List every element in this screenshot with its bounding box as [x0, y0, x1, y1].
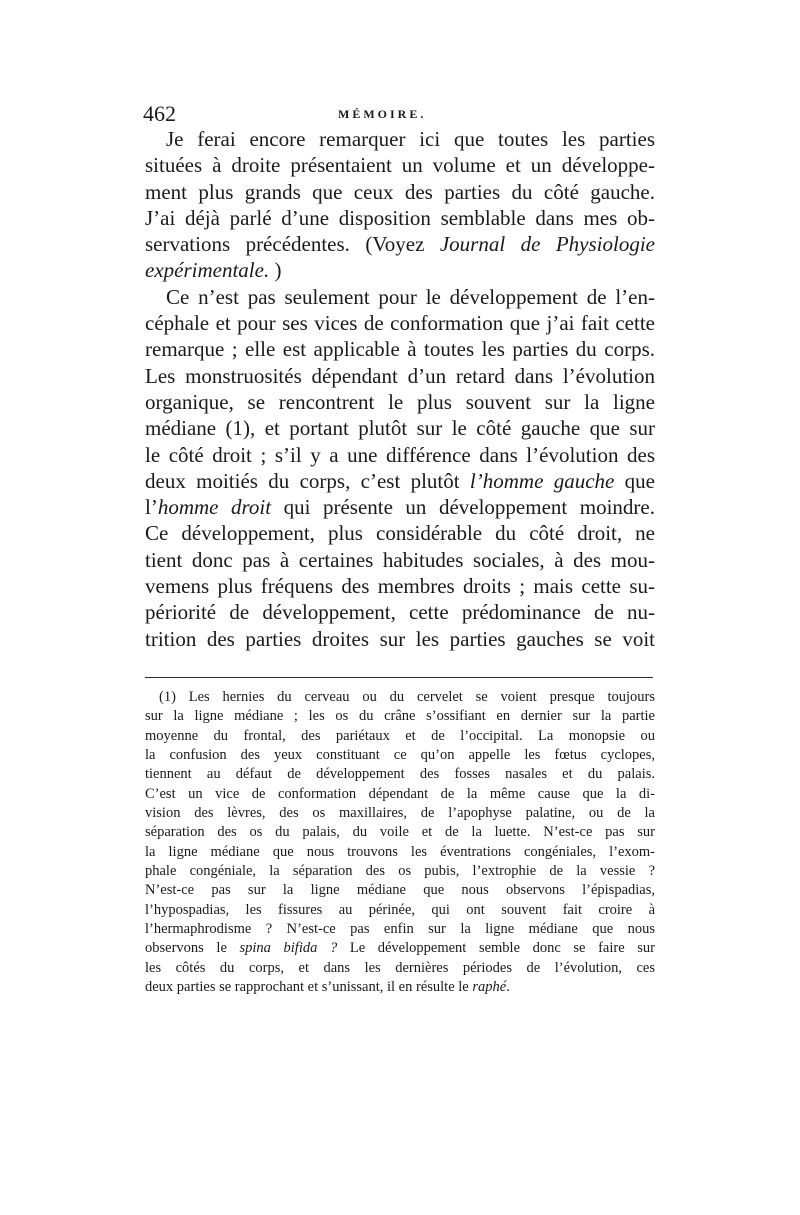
footnote-line: vision des lèvres, des os maxillaires, de l’apophyse palatine, ou de la: [145, 805, 655, 822]
text-span: Le développement semble donc se faire sur: [337, 940, 655, 957]
text-line: tient donc pas à certaines habitudes sociales, à des mou-: [145, 547, 655, 572]
text-line: Je ferai encore remarquer ici que toutes les parties: [166, 127, 655, 151]
footnote-rule: [145, 677, 653, 678]
text-span: qui présente un développement moindre.: [271, 495, 655, 520]
text-span: deux moitiés du corps, c’est plutôt: [145, 468, 470, 493]
footnote-line: (1) Les hernies du cerveau ou du cervelet se voient presque toujours: [159, 689, 655, 705]
running-head: MÉMOIRE.: [338, 107, 427, 121]
text-span: l’: [145, 495, 158, 520]
text-span: que: [614, 468, 655, 493]
footnote-line: [145, 939, 655, 958]
text-line: [145, 231, 655, 257]
page-number: 462: [143, 101, 176, 126]
emphasis: spina bifida ?: [239, 940, 338, 957]
footnote-line: N’est-ce pas sur la ligne médiane que nous observons l’épispadias,: [145, 882, 655, 899]
text-span: ): [269, 258, 282, 283]
text-span: deux parties se rapprochant et s’unissant, il en résulte le: [145, 979, 473, 996]
main-text: [145, 126, 655, 652]
text-line: trition des parties droites sur les parties gauches se voit: [145, 626, 655, 651]
footnote-line: l’hypospadias, les fissures au périnée, qui ont souvent fait croire à: [145, 901, 655, 918]
text-line: vemens plus fréquens des membres droits ; mais cette su-: [145, 574, 655, 599]
footnote: [145, 688, 655, 998]
footnote-line: l’hermaphrodisme ? N’est-ce pas enfin sur la ligne médiane que nous: [145, 921, 655, 938]
footnote-line: séparation des os du palais, du voile et de la luette. N’est-ce pas sur: [145, 824, 655, 841]
text-line: Les monstruosités dépendant d’un retard dans l’évolution: [145, 363, 655, 388]
text-line: Ce développement, plus considérable du côté droit, ne: [145, 521, 655, 546]
emphasis: l’homme gauche: [469, 468, 615, 493]
text-line: situées à droite présentaient un volume et un développe-: [145, 153, 655, 178]
text-line: céphale et pour ses vices de conformation que j’ai fait cette: [145, 311, 655, 336]
text-span: .: [506, 979, 510, 996]
journal-title-end: expérimentale.: [145, 258, 270, 283]
text-span: observons le: [145, 940, 240, 957]
text-line: périorité de développement, cette prédominance de nu-: [145, 600, 655, 625]
text-line: [145, 257, 655, 283]
journal-title: Journal de Physiologie: [439, 232, 655, 257]
footnote-line: tiennent au défaut de développement des fosses nasales et du palais.: [145, 766, 655, 783]
footnote-line: la confusion des yeux constituant ce qu’on appelle les fœtus cyclopes,: [145, 747, 655, 764]
text-line: Ce n’est pas seulement pour le développement de l’en-: [166, 284, 655, 309]
footnote-line: les côtés du corps, et dans les dernières périodes de l’évolution, ces: [145, 959, 655, 976]
text-span: servations précédentes. (Voyez: [145, 232, 440, 257]
footnote-line: phale congéniale, la séparation des os pubis, l’extrophie de la vessie ?: [145, 863, 655, 880]
text-line: remarque ; elle est applicable à toutes les parties du corps.: [145, 337, 655, 362]
text-line: le côté droit ; s’il y a une différence dans l’évolution des: [145, 442, 655, 467]
text-line: J’ai déjà parlé d’une disposition semblable dans mes ob-: [145, 205, 655, 230]
footnote-line: moyenne du frontal, des pariétaux et de l’occipital. La monopsie ou: [145, 727, 655, 744]
text-line: médiane (1), et portant plutôt sur le côté gauche que sur: [145, 416, 655, 441]
text-line: organique, se rencontrent le plus souvent sur la ligne: [145, 389, 655, 414]
emphasis: raphé: [472, 979, 507, 996]
footnote-line: la ligne médiane que nous trouvons les éventrations congéniales, l’exom-: [145, 843, 655, 860]
footnote-line: C’est un vice de conformation dépendant de la même cause que la di-: [145, 785, 655, 802]
footnote-line: [145, 978, 655, 997]
text-line: [145, 494, 655, 520]
footnote-line: sur la ligne médiane ; les os du crâne s’ossifiant en dernier sur la partie: [145, 708, 655, 725]
text-line: [145, 468, 655, 494]
text-line: ment plus grands que ceux des parties du côté gauche.: [145, 179, 655, 204]
emphasis: homme droit: [157, 495, 272, 520]
